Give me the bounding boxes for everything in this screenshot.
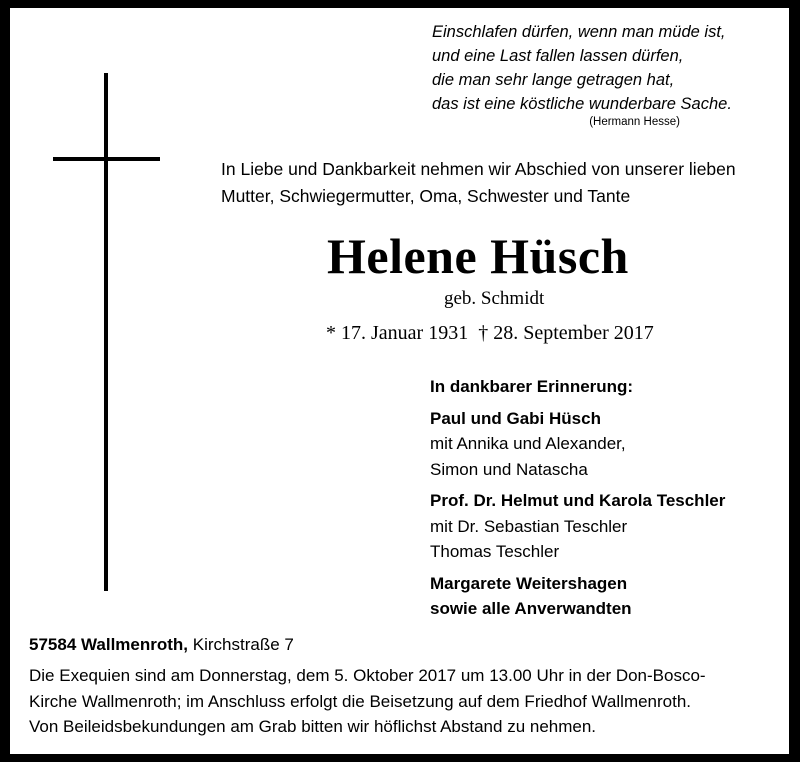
notice-line: Kirche Wallmenroth; im Anschluss erfolgt die Beisetzung auf dem Friedhof Wallmenroth. <box>29 691 692 711</box>
intro-text <box>221 156 736 210</box>
hesse-quote <box>432 20 732 130</box>
death-date: † 28. September 2017 <box>478 322 654 344</box>
obituary-card <box>10 8 789 754</box>
quote-line: Einschlafen dürfen, wenn man müde ist, <box>432 23 726 41</box>
cross-vertical-bar <box>104 73 108 591</box>
mourners-list <box>430 374 725 622</box>
quote-line: das ist eine köstliche wunderbare Sache. <box>432 95 732 113</box>
cross-horizontal-bar <box>53 157 160 161</box>
notice-line: Die Exequien sind am Donnerstag, dem 5. Oktober 2017 um 13.00 Uhr in der Don-Bosco- <box>29 666 706 685</box>
mourners-heading: In dankbarer Erinnerung: <box>430 377 634 396</box>
mourner-group-head: Margarete Weitershagen <box>430 573 628 593</box>
quote-author: (Hermann Hesse) <box>589 116 680 128</box>
quote-line: die man sehr lange getragen hat, <box>432 71 675 89</box>
address-city: 57584 Wallmenroth, <box>29 635 189 654</box>
funeral-notice <box>29 663 706 740</box>
deceased-name: Helene Hüsch <box>327 228 629 284</box>
mourner-group <box>430 488 725 565</box>
intro-line: In Liebe und Dankbarkeit nehmen wir Abschied von unserer lieben <box>221 159 736 179</box>
notice-line: Von Beileidsbekundungen am Grab bitten wir höflichst Abstand zu nehmen. <box>29 717 597 736</box>
mourner-group <box>430 571 725 622</box>
mourner-group-head: Paul und Gabi Hüsch <box>430 408 601 428</box>
mourner-group-line: mit Annika und Alexander, <box>430 434 626 453</box>
intro-line: Mutter, Schwiegermutter, Oma, Schwester und Tante <box>221 186 631 206</box>
birth-date: * 17. Januar 1931 <box>326 322 469 344</box>
mourner-group-head: Prof. Dr. Helmut und Karola Teschler <box>430 491 726 510</box>
mourner-group-line: Thomas Teschler <box>430 542 560 561</box>
family-address <box>29 632 294 658</box>
mourner-group <box>430 406 725 483</box>
life-dates <box>326 319 654 347</box>
birth-name: geb. Schmidt <box>444 288 545 309</box>
mourner-group-line: Simon und Natascha <box>430 459 588 479</box>
mourners-closing: sowie alle Anverwandten <box>430 599 632 618</box>
quote-line: und eine Last fallen lassen dürfen, <box>432 47 684 65</box>
mourner-group-line: mit Dr. Sebastian Teschler <box>430 516 628 536</box>
address-street: Kirchstraße 7 <box>192 635 294 654</box>
